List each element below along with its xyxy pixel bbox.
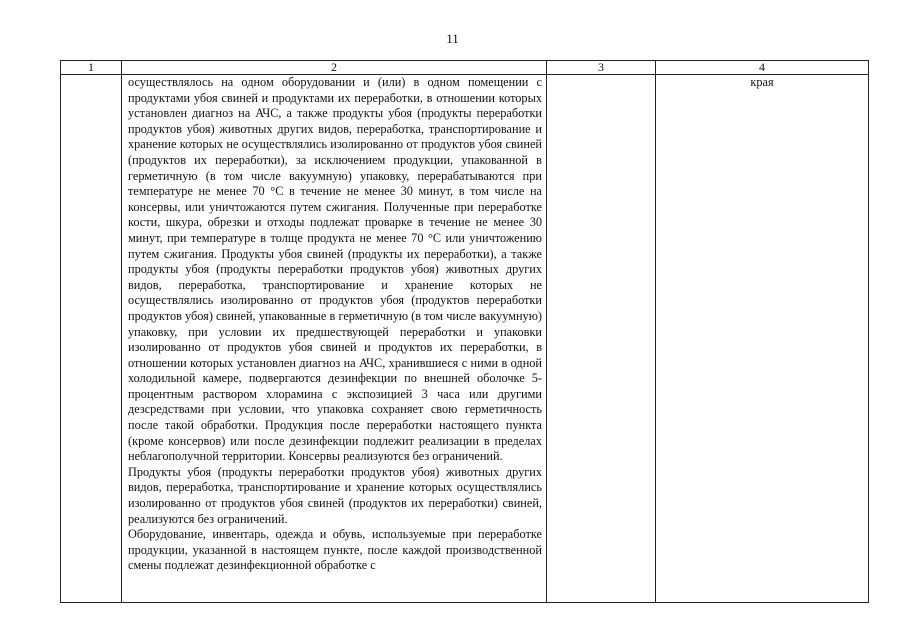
table-row bbox=[61, 75, 869, 603]
cell-col-4: края bbox=[656, 75, 869, 603]
paragraph-3: Оборудование, инвентарь, одежда и обувь, используемые при переработке продукции, указанной в настоящем пункте, после каждой производственной смены подлежат дезинфекционной обработке с bbox=[128, 527, 542, 573]
column-header-4: 4 bbox=[656, 61, 869, 75]
cell-col-2 bbox=[122, 75, 547, 603]
cell-col-3 bbox=[547, 75, 656, 603]
paragraph-1: осуществлялось на одном оборудовании и (или) в одном помещении с продуктами убоя свиней и продуктами их переработки, в отношении которых установлен диагноз на АЧС, а также продукты убоя (продукты переработки продуктов убоя) животных других видов, переработка, транспортирование и хранение которых не осуществлялись изолированно от продуктов убоя свиней (продуктов их переработки), за исключением продукции, упакованной в герметичную (в том числе вакуумную) упаковку, перерабатываются при температуре не менее 70 °С в течение не менее 30 минут, в том числе на консервы, или уничтожаются путем сжигания. Полученные при переработке кости, шкура, обрезки и отходы подлежат проварке в течение не менее 30 минут, при температуре в толще продукта не менее 70 °С или уничтожению путем сжигания. Продукты убоя свиней (продукты их переработки), а также продукты убоя (продукты переработки продуктов убоя) животных других видов, переработка, транспортирование и хранение которых не осуществлялись изолированно от продуктов убоя (продуктов переработки продуктов убоя) свиней, упакованные в герметичную (в том числе вакуумную) упаковку, при условии их предшествующей переработки и упаковки изолированно от продуктов убоя свиней и продуктов их переработки, в отношении которых установлен диагноз на АЧС, хранившиеся с ними в одной холодильной камере, подвергаются дезинфекции по внешней оболочке 5-процентным раствором хлорамина с экспозицией 3 часа или другими дезсредствами при условии, что упаковка сохраняет свою герметичность после такой обработки. Продукция после переработки настоящего пункта (кроме консервов) или после дезинфекции подлежит реализации в пределах неблагополучной территории. Консервы реализуются без ограничений. bbox=[128, 75, 542, 464]
paragraph-2: Продукты убоя (продукты переработки продуктов убоя) животных других видов, переработка, транспортирование и хранение которых осуществлялись изолированно от продуктов убоя свиней (продуктов их переработки) свиней, реализуются без ограничений. bbox=[128, 464, 542, 526]
column-header-1: 1 bbox=[61, 61, 122, 75]
column-header-2: 2 bbox=[122, 61, 547, 75]
page-number: 11 bbox=[446, 31, 459, 46]
table-header-row bbox=[61, 61, 869, 75]
cell-col-1 bbox=[61, 75, 122, 603]
cell-col-2-text bbox=[128, 75, 542, 574]
column-header-3: 3 bbox=[547, 61, 656, 75]
document-table bbox=[60, 60, 869, 603]
